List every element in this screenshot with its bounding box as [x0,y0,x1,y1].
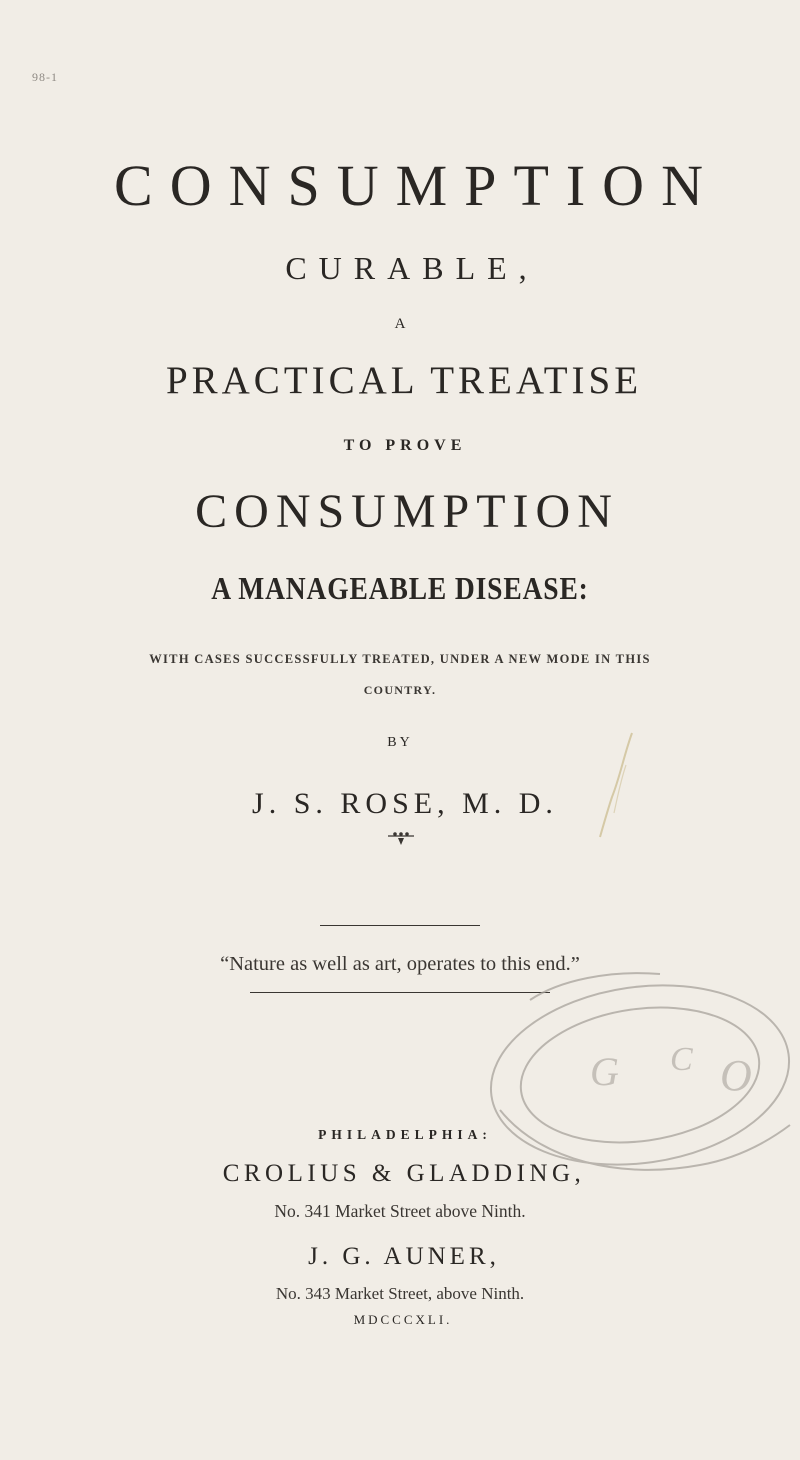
cases-line: WITH CASES SUCCESSFULLY TREATED, UNDER A NEW MODE IN THIS [149,652,651,666]
epigraph: “Nature as well as art, operates to this end.” [220,953,580,975]
shelf-mark: 98-1 [32,70,58,84]
publisher-address-1: No. 341 Market Street above Ninth. [274,1201,526,1221]
author-name: J. S. ROSE, M. D. [252,787,558,820]
publisher-auner: J. G. AUNER, [308,1243,500,1270]
rule-upper [320,925,480,926]
svg-text:O: O [720,1051,752,1100]
article-a: A [394,316,406,332]
pencil-mark-icon [590,725,650,845]
publisher-address-2: No. 343 Market Street, above Ninth. [275,1284,525,1303]
by-line: BY [387,735,413,750]
main-title: CONSUMPTION [114,153,720,218]
to-prove-line: TO PROVE [343,437,467,454]
svg-text:G: G [590,1049,619,1094]
subtitle-curable: CURABLE, [285,250,539,286]
ornament-icon [386,830,416,846]
manageable-disease-heading: A MANAGEABLE DISEASE: [211,570,589,606]
practical-treatise-heading: PRACTICAL TREATISE [165,359,643,402]
publication-date: MDCCCXLI. [353,1312,453,1327]
country-line: COUNTRY. [363,683,437,697]
svg-text:C: C [670,1041,693,1078]
imprint-city: PHILADELPHIA: [318,1127,492,1142]
consumption-heading: CONSUMPTION [195,485,619,538]
publisher-crolius-gladding: CROLIUS & GLADDING, [222,1160,586,1187]
